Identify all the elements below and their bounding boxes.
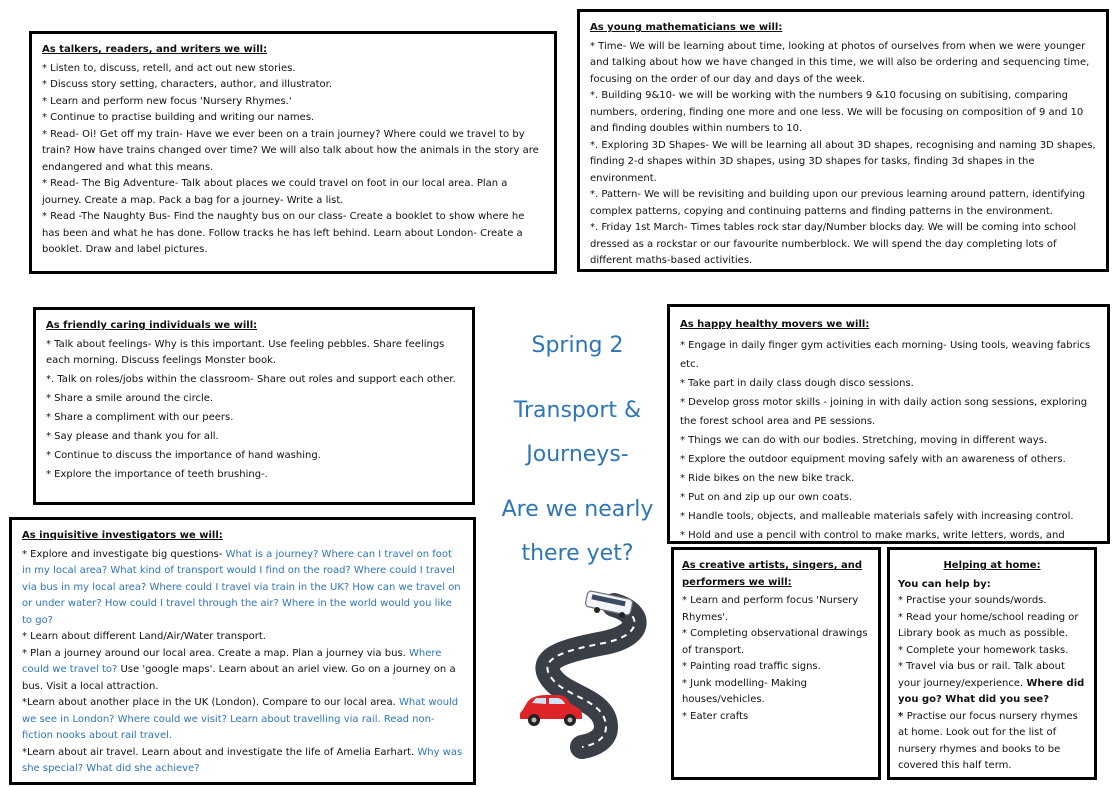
maths-item: *. Exploring 3D Shapes- We will be learning all about 3D shapes, recognising and naming 3D shapes, finding 2-d shapes within 3D shapes, using 3D shapes for tasks, finding 3d shapes in the environment. <box>590 139 1096 184</box>
movers-item: * Develop gross motor skills - joining in with daily action song sessions, exploring the forest school area and PE sessions. <box>680 397 1088 427</box>
topic-title-line: Journeys- <box>526 442 629 467</box>
investigators-item <box>22 695 463 745</box>
home-item: * Read your home/school reading or Library book as much as possible. <box>898 611 1079 639</box>
home-item-bullet: * <box>898 710 907 722</box>
movers-item: * Handle tools, objects, and malleable materials safely with increasing control. <box>680 511 1074 522</box>
literacy-item: * Continue to practise building and writing our names. <box>42 112 315 123</box>
artists-item: * Eater crafts <box>682 710 749 722</box>
caring-item: * Share a compliment with our peers. <box>46 412 234 423</box>
caring-box <box>33 307 475 505</box>
literacy-item: * Read- Oi! Get off my train- Have we ever been on a train journey? Where could we travel to by train? How have trains changed over time? We will also talk about how the animals in the story are endangered and what this means. <box>42 128 539 173</box>
movers-item: * Take part in daily class dough disco sessions. <box>680 378 914 389</box>
artists-item: * Completing observational drawings of transport. <box>682 628 868 656</box>
home-item-question: Where did you go? What did you see? <box>898 677 1085 705</box>
investigators-item <box>22 646 463 696</box>
movers-box <box>667 304 1110 544</box>
caring-item: *. Talk on roles/jobs within the classroom- Share out roles and support each other. <box>46 374 456 385</box>
artists-item: * Painting road traffic signs. <box>682 661 821 672</box>
topic-title-line: Transport & <box>513 398 642 423</box>
topic-question <box>490 488 665 576</box>
investigators-heading: As inquisitive investigators we will: <box>22 530 223 541</box>
road-car-illustration <box>494 577 664 747</box>
home-item <box>898 709 1086 775</box>
movers-item: * Engage in daily finger gym activities each morning- Using tools, weaving fabrics etc. <box>680 340 1091 370</box>
investigators-item <box>22 745 463 778</box>
movers-item: * Explore the outdoor equipment moving safely with an awareness of others. <box>680 454 1066 465</box>
maths-item: *. Pattern- We will be revisiting and building upon our previous learning around pattern, identifying complex patterns, copying and continuing patterns and finding patterns in the environment. <box>590 189 1086 217</box>
topic-question-line: there yet? <box>521 541 634 566</box>
home-item: * Practise your sounds/words. <box>898 595 1047 606</box>
literacy-item: * Read -The Naughty Bus- Find the naughty bus on our class- Create a booklet to show where he has been and what he has done. Follow tracks he has left behind. Learn about London- Create a booklet. Draw and label pictures. <box>42 211 525 255</box>
maths-item: *. Friday 1st March- Times tables rock star day/Number blocks day. We will be coming into school dressed as a rockstar or our favourite numberblock. We will spend the day completing lots of different maths-based activities. <box>590 222 1077 266</box>
home-item <box>898 659 1086 709</box>
term-title: Spring 2 <box>531 333 624 358</box>
movers-item: * Things we can do with our bodies. Stretching, moving in different ways. <box>680 435 1048 446</box>
literacy-item: * Read- The Big Adventure- Talk about places we could travel on foot in our local area. Plan a journey. Create a map. Pack a bag for a journey- Write a list. <box>42 178 508 206</box>
movers-item: * Hold and use a pencil with control to make marks, write letters, words, and <box>680 530 1065 541</box>
topic-title <box>490 389 665 477</box>
investigators-text: * Explore and investigate big questions- <box>22 548 226 560</box>
caring-item: * Say please and thank you for all. <box>46 431 219 442</box>
literacy-item: * Listen to, discuss, retell, and act out new stories. <box>42 62 296 74</box>
literacy-box <box>29 31 557 274</box>
home-heading: Helping at home: <box>943 560 1041 571</box>
maths-item: *. Building 9&10- we will be working with the numbers 9 &10 focusing on subitising, comparing numbers, ordering, finding one more and one less. We will be focusing on composition of 9 and 10 and finding doubles within numbers to 10. <box>590 90 1084 134</box>
caring-heading: As friendly caring individuals we will: <box>46 320 258 331</box>
caring-item: * Talk about feelings- Why is this important. Use feeling pebbles. Share feelings each morning. Discuss feelings Monster book. <box>46 338 445 366</box>
literacy-item: * Learn and perform new focus 'Nursery Rhymes.' <box>42 95 292 107</box>
investigators-question: What would we see in London? Where could we visit? Learn about travelling via rail. Read non-fiction nooks about rail travel. <box>22 697 459 741</box>
investigators-text: * Plan a journey around our local area. Create a map. Plan a journey via bus. <box>22 647 409 659</box>
literacy-heading: As talkers, readers, and writers we will: <box>42 44 268 55</box>
investigators-text: Use 'google maps'. Learn about an ariel view. Go on a journey on a bus. Visit a local attraction. <box>22 664 456 692</box>
home-item: * Complete your homework tasks. <box>898 644 1069 656</box>
caring-item: * Continue to discuss the importance of hand washing. <box>46 450 321 461</box>
movers-item: * Ride bikes on the new bike track. <box>680 473 855 484</box>
investigators-question: Where could we travel to? <box>22 647 442 675</box>
literacy-item: * Discuss story setting, characters, author, and illustrator. <box>42 79 332 90</box>
road-shape-icon <box>547 605 634 747</box>
artists-heading: As creative artists, singers, and performers we will: <box>682 560 863 588</box>
maths-box <box>577 9 1109 272</box>
topic-question-line: Are we nearly <box>501 497 654 522</box>
home-item-text: * Travel via bus or rail. Talk about your journey/experience. <box>898 661 1065 689</box>
investigators-question: What is a journey? Where can I travel on foot in my local area? What kind of transport would I find on the road? Where could I travel via bus in my local area? Where could I travel via train in the UK? How can we travel on or under water? How could I travel through the air? Where in the world would you like to go? <box>22 548 461 626</box>
movers-heading: As happy healthy movers we will: <box>680 319 870 330</box>
investigators-question: Why was she special? What did she achieve? <box>22 746 463 774</box>
maths-item: * Time- We will be learning about time, looking at photos of ourselves from when we were younger and talking about how we have changed in this time, we will also be ordering and sequencing time, focusing on the order of our day and days of the week. <box>590 40 1090 85</box>
investigators-item <box>22 547 463 630</box>
investigators-item: * Learn about different Land/Air/Water transport. <box>22 631 266 642</box>
artists-item: * Learn and perform focus 'Nursery Rhymes'. <box>682 595 859 623</box>
caring-item: * Explore the importance of teeth brushing-. <box>46 469 268 480</box>
investigators-text: *Learn about another place in the UK (London). Compare to our local area. <box>22 697 399 708</box>
maths-heading: As young mathematicians we will: <box>590 22 783 33</box>
home-subheading: You can help by: <box>898 578 991 590</box>
artists-box <box>671 547 881 780</box>
artists-item: * Junk modelling- Making houses/vehicles. <box>682 677 807 705</box>
movers-item: * Put on and zip up our own coats. <box>680 492 853 503</box>
caring-item: * Share a smile around the circle. <box>46 393 214 404</box>
investigators-box <box>9 517 476 785</box>
home-item-text: Practise our focus nursery rhymes at home. Look out for the list of nursery rhymes and books to be covered this half term. <box>898 710 1078 771</box>
home-box <box>887 547 1097 780</box>
investigators-text: *Learn about air travel. Learn about and investigate the life of Amelia Earhart. <box>22 746 418 758</box>
